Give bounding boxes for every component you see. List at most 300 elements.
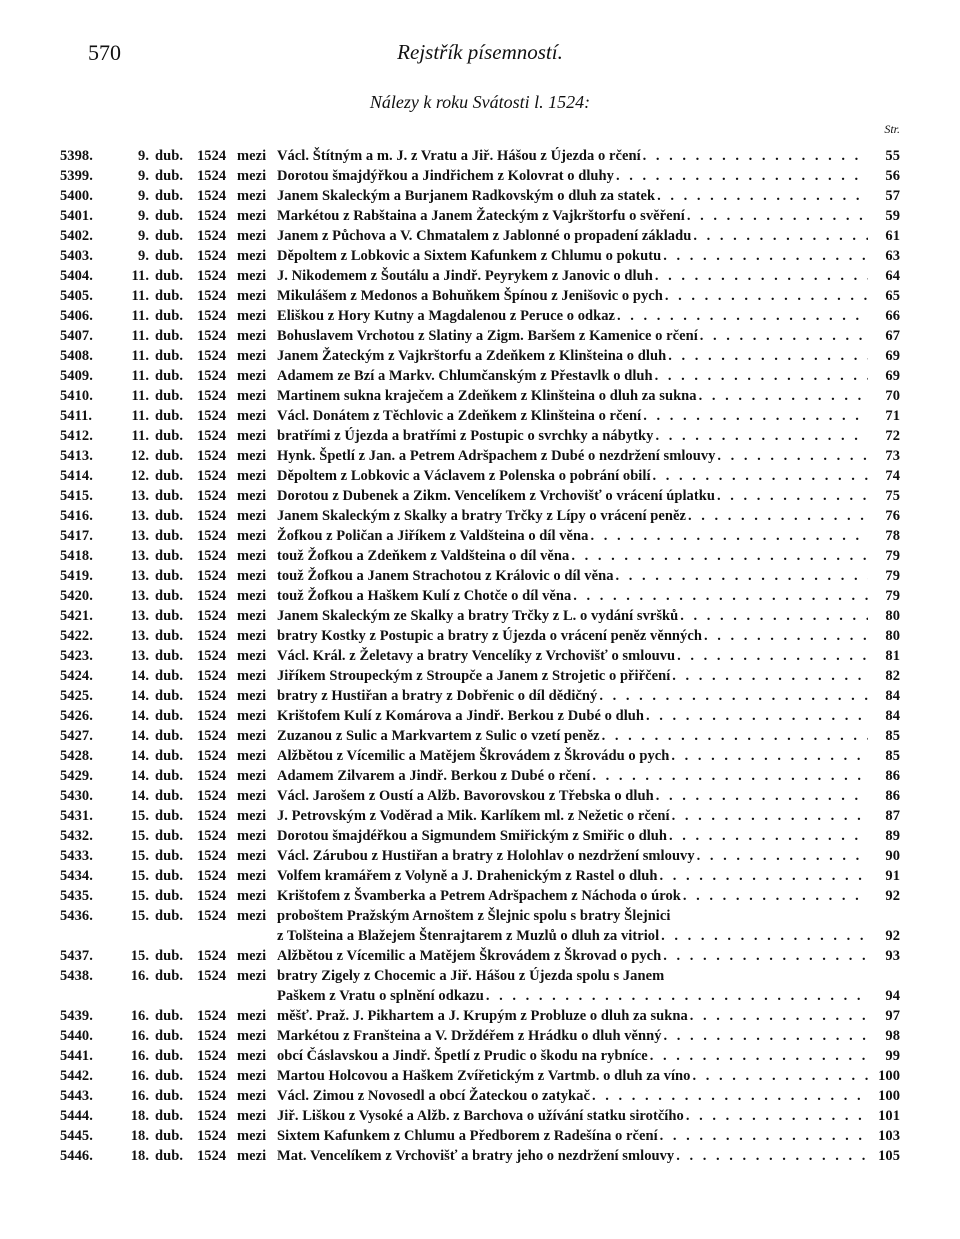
entry-page-reference: 75 [885, 488, 900, 504]
entry-year: 1524 [197, 788, 227, 804]
entry-month: dub. [155, 1028, 184, 1044]
entry-relation: mezi [237, 768, 267, 784]
entry-year: 1524 [197, 1148, 227, 1164]
register-entry [60, 566, 900, 586]
entry-month: dub. [155, 568, 184, 584]
leader-dots [602, 726, 868, 746]
entry-number: 5436. [60, 908, 93, 924]
entry-page-reference: 70 [885, 388, 900, 404]
entry-relation: mezi [237, 828, 267, 844]
entry-month: dub. [155, 408, 184, 424]
register-entry [60, 826, 900, 846]
register-entry [60, 406, 900, 426]
entry-day: 14. [130, 768, 149, 784]
entry-text-line [277, 626, 870, 646]
entry-relation: mezi [237, 788, 267, 804]
register-entry-continuation [60, 926, 900, 946]
entry-text: Adamem ze Bzí a Markv. Chlumčanským z Přestavlk o dluh [277, 368, 653, 384]
leader-dots [700, 326, 868, 346]
entry-year: 1524 [197, 848, 227, 864]
entry-text-line [277, 786, 870, 806]
entry-day: 16. [130, 1008, 149, 1024]
entry-month: dub. [155, 888, 184, 904]
entry-text-line [277, 886, 870, 906]
entry-day: 13. [130, 508, 149, 524]
entry-page-reference: 67 [885, 328, 900, 344]
entry-text: Václ. Štítným a m. J. z Vratu a Jiř. Hášou z Újezda o rčení [277, 148, 641, 164]
entry-page-reference: 81 [885, 648, 900, 664]
register-entries [60, 146, 900, 1166]
entry-day: 16. [130, 1068, 149, 1084]
entry-number: 5423. [60, 648, 93, 664]
entry-relation: mezi [237, 528, 267, 544]
entry-number: 5435. [60, 888, 93, 904]
register-entry [60, 266, 900, 286]
entry-month: dub. [155, 268, 184, 284]
entry-month: dub. [155, 1008, 184, 1024]
entry-number: 5434. [60, 868, 93, 884]
entry-text-line [277, 586, 870, 606]
entry-year: 1524 [197, 548, 227, 564]
entry-month: dub. [155, 788, 184, 804]
entry-relation: mezi [237, 728, 267, 744]
entry-relation: mezi [237, 248, 267, 264]
leader-dots [660, 1126, 868, 1146]
leader-dots [671, 746, 868, 766]
entry-year: 1524 [197, 528, 227, 544]
entry-month: dub. [155, 388, 184, 404]
entry-page-reference: 82 [885, 668, 900, 684]
entry-year: 1524 [197, 648, 227, 664]
register-entry [60, 326, 900, 346]
entry-number: 5402. [60, 228, 93, 244]
entry-number: 5422. [60, 628, 93, 644]
entry-text: Markétou z Rabštaina a Janem Žateckým z Vajkrštorfu o svěření [277, 208, 685, 224]
entry-year: 1524 [197, 948, 227, 964]
entry-page-reference: 66 [885, 308, 900, 324]
entry-month: dub. [155, 588, 184, 604]
entry-day: 11. [131, 308, 149, 324]
entry-year: 1524 [197, 388, 227, 404]
entry-number: 5419. [60, 568, 93, 584]
entry-text-line [277, 1046, 870, 1066]
entry-relation: mezi [237, 948, 267, 964]
entry-page-reference: 64 [885, 268, 900, 284]
entry-number: 5444. [60, 1108, 93, 1124]
entry-month: dub. [155, 748, 184, 764]
entry-month: dub. [155, 308, 184, 324]
entry-text: Václ. Jarošem z Oustí a Alžb. Bavorovskou z Třebska o dluh [277, 788, 654, 804]
entry-month: dub. [155, 508, 184, 524]
register-entry [60, 806, 900, 826]
entry-text: Jiř. Liškou z Vysoké a Alžb. z Barchova o užívání statku sirotčího [277, 1108, 684, 1124]
entry-text-line [277, 826, 870, 846]
entry-day: 13. [130, 548, 149, 564]
entry-year: 1524 [197, 1108, 227, 1124]
entry-relation: mezi [237, 1148, 267, 1164]
entry-number: 5441. [60, 1048, 93, 1064]
entry-year: 1524 [197, 608, 227, 624]
entry-page-reference: 73 [885, 448, 900, 464]
entry-page-reference: 97 [885, 1008, 900, 1024]
entry-year: 1524 [197, 708, 227, 724]
entry-relation: mezi [237, 488, 267, 504]
entry-number: 5418. [60, 548, 93, 564]
entry-number: 5431. [60, 808, 93, 824]
register-entry [60, 286, 900, 306]
entry-day: 14. [130, 788, 149, 804]
entry-relation: mezi [237, 368, 267, 384]
entry-relation: mezi [237, 708, 267, 724]
entry-page-reference: 61 [885, 228, 900, 244]
leader-dots [665, 286, 868, 306]
entry-number: 5410. [60, 388, 93, 404]
leader-dots [617, 306, 868, 326]
entry-number: 5442. [60, 1068, 93, 1084]
entry-page-reference: 100 [878, 1088, 900, 1104]
entry-relation: mezi [237, 1128, 267, 1144]
entry-text-line [277, 466, 870, 486]
entry-text-line [277, 646, 870, 666]
entry-year: 1524 [197, 348, 227, 364]
entry-year: 1524 [197, 688, 227, 704]
entry-month: dub. [155, 1068, 184, 1084]
entry-text-line [277, 426, 870, 446]
leader-dots [661, 926, 868, 946]
entry-relation: mezi [237, 548, 267, 564]
entry-text: měšť. Praž. J. Pikhartem a J. Krupým z Probluze o dluh za sukna [277, 1008, 688, 1024]
leader-dots [687, 206, 868, 226]
entry-page-reference: 74 [885, 468, 900, 484]
leader-dots [592, 766, 868, 786]
entry-text: J. Petrovským z Voděrad a Mik. Karlíkem ml. z Nežetic o rčení [277, 808, 670, 824]
register-entry [60, 886, 900, 906]
entry-day: 14. [130, 668, 149, 684]
entry-relation: mezi [237, 1028, 267, 1044]
entry-number: 5420. [60, 588, 93, 604]
entry-text-line [277, 606, 870, 626]
entry-text-line [277, 446, 870, 466]
entry-day: 11. [131, 328, 149, 344]
entry-number: 5408. [60, 348, 93, 364]
entry-text: Zuzanou z Sulic a Markvartem z Sulic o vzetí peněz [277, 728, 600, 744]
entry-month: dub. [155, 228, 184, 244]
entry-day: 9. [138, 208, 149, 224]
entry-number: 5398. [60, 148, 93, 164]
register-entry [60, 586, 900, 606]
entry-text-line [277, 306, 870, 326]
entry-month: dub. [155, 1088, 184, 1104]
entry-text-line [277, 946, 870, 966]
entry-month: dub. [155, 628, 184, 644]
leader-dots [717, 446, 868, 466]
entry-month: dub. [155, 428, 184, 444]
entry-number: 5413. [60, 448, 93, 464]
entry-text: bratry Kostky z Postupic a bratry z Újezda o vrácení peněz věnných [277, 628, 702, 644]
entry-page-reference: 57 [885, 188, 900, 204]
entry-number: 5414. [60, 468, 93, 484]
entry-year: 1524 [197, 808, 227, 824]
entry-day: 15. [130, 908, 149, 924]
register-entry [60, 906, 900, 926]
entry-year: 1524 [197, 1088, 227, 1104]
entry-relation: mezi [237, 308, 267, 324]
entry-year: 1524 [197, 888, 227, 904]
entry-day: 18. [130, 1108, 149, 1124]
entry-day: 18. [130, 1148, 149, 1164]
entry-day: 12. [130, 448, 149, 464]
entry-day: 13. [130, 588, 149, 604]
entry-number: 5416. [60, 508, 93, 524]
register-entry [60, 526, 900, 546]
entry-number: 5407. [60, 328, 93, 344]
entry-year: 1524 [197, 1028, 227, 1044]
entry-year: 1524 [197, 428, 227, 444]
entry-text-line [277, 926, 870, 946]
entry-number: 5415. [60, 488, 93, 504]
entry-day: 13. [130, 628, 149, 644]
entry-number: 5400. [60, 188, 93, 204]
entry-text-line [277, 666, 870, 686]
register-entry [60, 1046, 900, 1066]
leader-dots [704, 626, 868, 646]
register-entry [60, 1126, 900, 1146]
entry-page-reference: 94 [885, 988, 900, 1004]
entry-text-line [277, 406, 870, 426]
entry-year: 1524 [197, 208, 227, 224]
entry-relation: mezi [237, 568, 267, 584]
entry-text-line [277, 1006, 870, 1026]
entry-page-reference: 79 [885, 548, 900, 564]
leader-dots [590, 526, 868, 546]
entry-page-reference: 86 [885, 768, 900, 784]
entry-relation: mezi [237, 1008, 267, 1024]
entry-day: 9. [138, 248, 149, 264]
entry-text-line [277, 1106, 870, 1126]
leader-dots [655, 366, 868, 386]
entry-year: 1524 [197, 268, 227, 284]
entry-day: 14. [130, 748, 149, 764]
entry-text: Volfem kramářem z Volyně a J. Drahenickým z Rastel o dluh [277, 868, 658, 884]
entry-month: dub. [155, 368, 184, 384]
entry-month: dub. [155, 288, 184, 304]
entry-year: 1524 [197, 748, 227, 764]
entry-day: 11. [131, 268, 149, 284]
entry-day: 11. [131, 428, 149, 444]
register-entry [60, 646, 900, 666]
entry-number: 5432. [60, 828, 93, 844]
entry-text-line [277, 746, 870, 766]
entry-page-reference: 93 [885, 948, 900, 964]
register-entry [60, 686, 900, 706]
entry-month: dub. [155, 468, 184, 484]
entry-month: dub. [155, 688, 184, 704]
entry-year: 1524 [197, 468, 227, 484]
leader-dots [643, 146, 868, 166]
entry-month: dub. [155, 188, 184, 204]
entry-text-line [277, 186, 870, 206]
entry-relation: mezi [237, 908, 267, 924]
entry-text: Václ. Donátem z Těchlovic a Zdeňkem z Klinšteina o rčení [277, 408, 642, 424]
leader-dots [663, 946, 868, 966]
entry-relation: mezi [237, 608, 267, 624]
entry-month: dub. [155, 208, 184, 224]
entry-text: Alžbětou z Vícemilic a Matějem Škrovádem z Škrovad o pych [277, 948, 662, 964]
entry-year: 1524 [197, 828, 227, 844]
entry-relation: mezi [237, 1068, 267, 1084]
register-entry [60, 206, 900, 226]
entry-month: dub. [155, 608, 184, 624]
entry-relation: mezi [237, 388, 267, 404]
entry-month: dub. [155, 868, 184, 884]
entry-relation: mezi [237, 968, 267, 984]
entry-day: 18. [130, 1128, 149, 1144]
register-entry [60, 1106, 900, 1126]
leader-dots [693, 226, 868, 246]
entry-text-line [277, 386, 870, 406]
entry-day: 13. [130, 528, 149, 544]
entry-relation: mezi [237, 408, 267, 424]
register-entry [60, 506, 900, 526]
entry-text-line [277, 706, 870, 726]
entry-year: 1524 [197, 728, 227, 744]
entry-day: 16. [130, 1048, 149, 1064]
register-entry [60, 726, 900, 746]
entry-year: 1524 [197, 1048, 227, 1064]
leader-dots [657, 186, 868, 206]
entry-year: 1524 [197, 288, 227, 304]
entry-page-reference: 84 [885, 708, 900, 724]
entry-relation: mezi [237, 228, 267, 244]
entry-number: 5428. [60, 748, 93, 764]
entry-month: dub. [155, 948, 184, 964]
entry-text-line [277, 146, 870, 166]
entry-text: touž Žofkou a Haškem Kulí z Chotče o díl věna [277, 588, 572, 604]
entry-text: Dorotou šmajdéřkou a Sigmundem Smiřickým z Smiřic o dluh [277, 828, 668, 844]
entry-day: 14. [130, 708, 149, 724]
entry-month: dub. [155, 488, 184, 504]
entry-page-reference: 71 [885, 408, 900, 424]
entry-page-reference: 72 [885, 428, 900, 444]
entry-text-line [277, 966, 870, 986]
entry-text: Václ. Zimou z Novosedl a obcí Žateckou o zatykač [277, 1088, 590, 1104]
entry-text: touž Žofkou a Zdeňkem z Valdšteina o díl věna [277, 548, 570, 564]
entry-month: dub. [155, 528, 184, 544]
register-entry [60, 746, 900, 766]
entry-year: 1524 [197, 328, 227, 344]
entry-text-line [277, 1126, 870, 1146]
entry-page-reference: 79 [885, 568, 900, 584]
entry-day: 15. [130, 808, 149, 824]
entry-number: 5401. [60, 208, 93, 224]
register-entry [60, 966, 900, 986]
entry-number: 5399. [60, 168, 93, 184]
entry-day: 11. [131, 408, 149, 424]
leader-dots [646, 706, 868, 726]
entry-relation: mezi [237, 1048, 267, 1064]
entry-month: dub. [155, 968, 184, 984]
entry-page-reference: 85 [885, 748, 900, 764]
leader-dots [677, 646, 868, 666]
leader-dots [669, 826, 868, 846]
entry-day: 16. [130, 968, 149, 984]
entry-text-line [277, 266, 870, 286]
entry-text-line [277, 246, 870, 266]
entry-number: 5440. [60, 1028, 93, 1044]
entry-page-reference: 90 [885, 848, 900, 864]
entry-text-line [277, 226, 870, 246]
entry-text: Markétou z Franšteina a V. Drždéřem z Hrádku o dluh věnný [277, 1028, 662, 1044]
entry-page-reference: 92 [885, 888, 900, 904]
entry-number: 5430. [60, 788, 93, 804]
register-entry [60, 1066, 900, 1086]
entry-relation: mezi [237, 868, 267, 884]
entry-relation: mezi [237, 168, 267, 184]
entry-relation: mezi [237, 588, 267, 604]
entry-number: 5427. [60, 728, 93, 744]
entry-relation: mezi [237, 888, 267, 904]
register-entry [60, 946, 900, 966]
leader-dots [616, 566, 869, 586]
entry-year: 1524 [197, 508, 227, 524]
entry-day: 15. [130, 868, 149, 884]
register-entry [60, 166, 900, 186]
leader-dots [690, 1006, 868, 1026]
entry-relation: mezi [237, 328, 267, 344]
entry-text-line [277, 566, 870, 586]
entry-page-reference: 100 [878, 1068, 900, 1084]
entry-page-reference: 87 [885, 808, 900, 824]
entry-year: 1524 [197, 668, 227, 684]
entry-month: dub. [155, 448, 184, 464]
entry-text: Žofkou z Poličan a Jiříkem z Valdšteina o díl věna [277, 528, 589, 544]
leader-dots [676, 1146, 868, 1166]
entry-year: 1524 [197, 588, 227, 604]
entry-number: 5421. [60, 608, 93, 624]
entry-year: 1524 [197, 408, 227, 424]
entry-number: 5409. [60, 368, 93, 384]
entry-relation: mezi [237, 628, 267, 644]
entry-page-reference: 91 [885, 868, 900, 884]
entry-text-line [277, 1146, 870, 1166]
entry-page-reference: 92 [885, 928, 900, 944]
entry-text: Dorotou šmajdýřkou a Jindřichem z Kolovrat o dluhy [277, 168, 614, 184]
entry-text: Václ. Král. z Želetavy a bratry Vencelíky z Vrchovišť o smlouvu [277, 648, 676, 664]
entry-number: 5446. [60, 1148, 93, 1164]
leader-dots [571, 546, 868, 566]
entry-text-line [277, 286, 870, 306]
register-entry [60, 306, 900, 326]
entry-month: dub. [155, 168, 184, 184]
entry-year: 1524 [197, 448, 227, 464]
entry-text: touž Žofkou a Janem Strachotou z Královic o díl věna [277, 568, 614, 584]
entry-relation: mezi [237, 348, 267, 364]
entry-number: 5439. [60, 1008, 93, 1024]
register-entry [60, 1146, 900, 1166]
entry-month: dub. [155, 708, 184, 724]
leader-dots [672, 666, 868, 686]
entry-month: dub. [155, 348, 184, 364]
register-entry [60, 1086, 900, 1106]
leader-dots [680, 606, 868, 626]
entry-year: 1524 [197, 868, 227, 884]
entry-text-line [277, 1066, 870, 1086]
leader-dots [616, 166, 868, 186]
leader-dots [660, 866, 868, 886]
entry-day: 15. [130, 848, 149, 864]
entry-relation: mezi [237, 188, 267, 204]
entry-text-line [277, 546, 870, 566]
